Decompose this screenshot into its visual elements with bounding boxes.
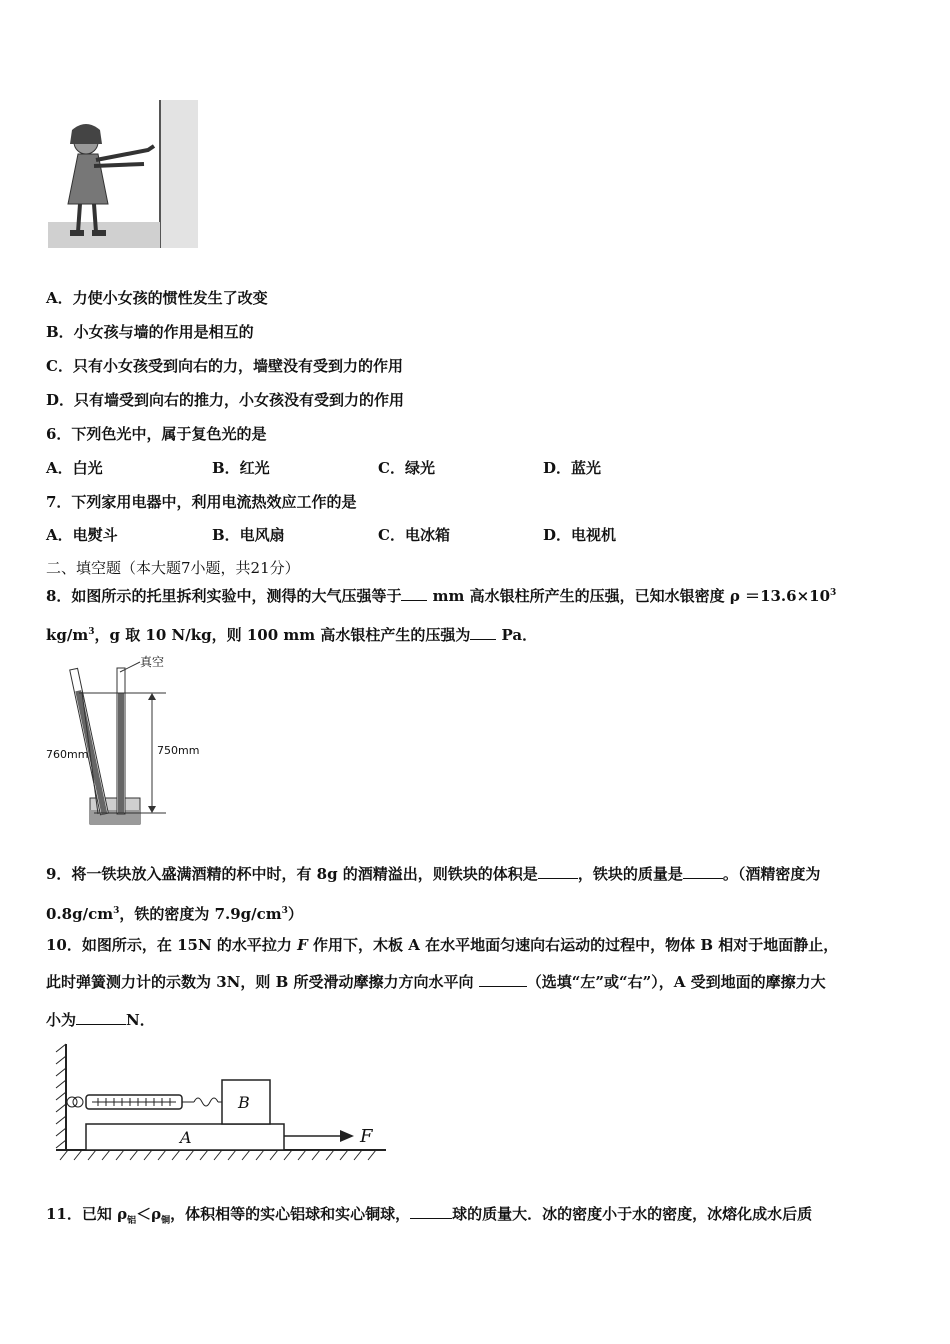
torricelli-experiment-figure	[44, 648, 214, 832]
q8-blank-2[interactable]	[470, 625, 496, 640]
q11-line1: 11．已知 $\rho_铝<\rho_铜$，体积相等的实心铝球和实心铜球， 球的质量大．冰的密度小于水的密度，冰熔化成水后质	[46, 1205, 813, 1226]
fig-board-a-label: A	[180, 1128, 192, 1147]
q7-option-c: C．电冰箱	[378, 526, 450, 544]
q10-line2: 此时弹簧测力计的示数为 3N，则 B 所受滑动摩擦力方向水平向 （选填“左”或“右”），A 受到地面的摩擦力大	[46, 973, 826, 991]
q6-option-d: D．蓝光	[543, 459, 602, 477]
spring-scale-board-figure	[52, 1040, 392, 1164]
q5-option-d: D．只有墙受到向右的推力，小女孩没有受到力的作用	[46, 391, 405, 409]
q7-stem: 7．下列家用电器中，利用电流热效应工作的是	[46, 493, 357, 511]
q11-blank-1[interactable]	[410, 1204, 452, 1219]
q5-option-a: A．力使小女孩的惯性发生了改变	[46, 289, 268, 307]
q6-option-b: B．红光	[212, 459, 270, 477]
q9-line1: 9．将一铁块放入盛满酒精的杯中时，有 8g 的酒精溢出，则铁块的体积是 ，铁块的质量是 。（酒精密度为	[46, 865, 821, 883]
q9-blank-1[interactable]	[538, 864, 578, 879]
q8-line1: 8．如图所示的托里拆利实验中，测得的大气压强等于 mm 高水银柱所产生的压强，已知水银密度 $\rho =13.6\times 10^3$	[46, 587, 837, 605]
fig-force-f-label: F	[360, 1126, 373, 1147]
fig-vacuum-label: 真空	[140, 655, 165, 669]
q5-option-c: C．只有小女孩受到向右的力，墙壁没有受到力的作用	[46, 357, 403, 375]
fig-760mm-label: 760mm	[46, 748, 89, 761]
q6-option-a: A．白光	[46, 459, 103, 477]
q6-stem: 6．下列色光中，属于复色光的是	[46, 425, 267, 443]
q7-option-d: D．电视机	[543, 526, 617, 544]
girl-pushing-wall-figure	[48, 100, 198, 248]
q7-option-a: A．电熨斗	[46, 526, 118, 544]
q10-blank-2[interactable]	[76, 1010, 126, 1025]
section-heading-fill-in: 二、填空题（本大题7小题，共21分）	[46, 559, 300, 577]
q9-line2: $0.8g/cm^3$，铁的密度为 $7.9g/cm^3$）	[46, 905, 303, 923]
q5-option-b: B．小女孩与墙的作用是相互的	[46, 323, 254, 341]
q9-blank-2[interactable]	[683, 864, 723, 879]
q7-option-b: B．电风扇	[212, 526, 285, 544]
q10-line3: 小为 N．	[46, 1011, 155, 1029]
q8-line2: $kg/m^3$，g 取 10 N/kg，则 100 mm 高水银柱产生的压强为 Pa．	[46, 626, 538, 644]
fig-block-b-label: B	[238, 1093, 250, 1112]
q6-option-c: C．绿光	[378, 459, 435, 477]
q10-blank-1[interactable]	[479, 972, 527, 987]
fig-750mm-label: 750mm	[157, 744, 200, 757]
q10-line1: 10．如图所示，在 15N 的水平拉力 F 作用下，木板 A 在水平地面匀速向右运动的过程中，物体 B 相对于地面静止，	[46, 936, 839, 954]
q8-blank-1[interactable]	[401, 586, 427, 601]
